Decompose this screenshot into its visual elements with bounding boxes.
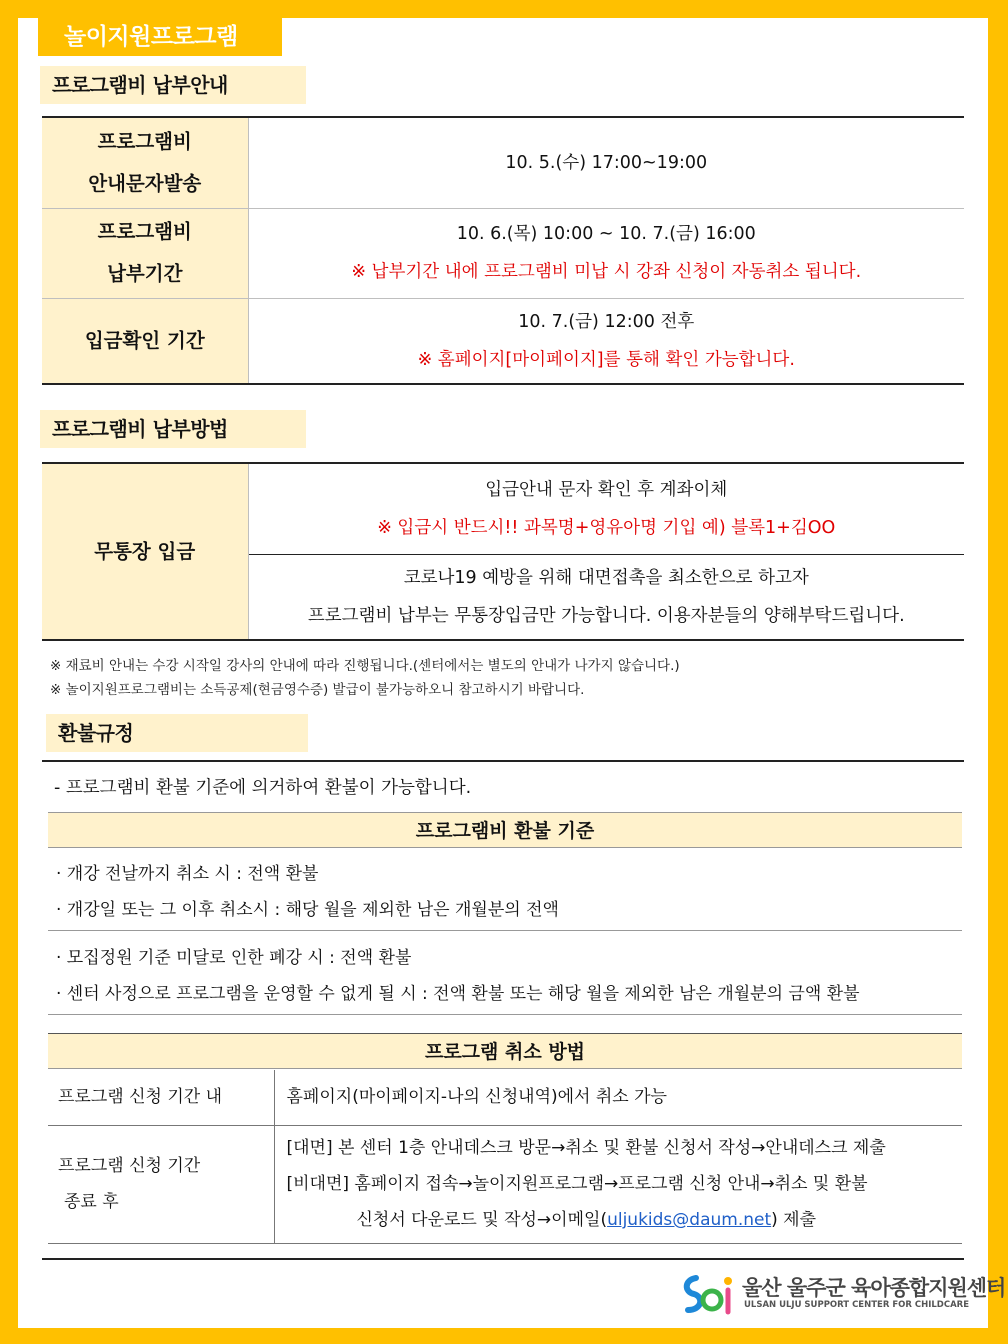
table-row — [48, 1070, 962, 1125]
deposit-check-value: 10. 7.(금) 12:00 전후 ※ 홈페이지[마이페이지]를 통해 확인 가능합니다. — [248, 298, 964, 384]
payment-period-value: 10. 6.(목) 10:00 ~ 10. 7.(금) 16:00 ※ 납부기간 내에 프로그램비 미납 시 강좌 신청이 자동취소 됩니다. — [248, 208, 964, 298]
payment-method-table — [42, 462, 964, 641]
refund-intro: - 프로그램비 환불 기준에 의거하여 환불이 가능합니다. — [54, 778, 472, 798]
cancel-row-label: 프로그램 신청 기간 내 — [48, 1070, 274, 1125]
list-item: · 모집정원 기준 미달로 인한 폐강 시 : 전액 환불 — [56, 948, 412, 968]
table-row — [48, 1125, 962, 1243]
document-page — [18, 18, 1006, 1328]
refund-group-1 — [48, 856, 962, 928]
covid-notice: 코로나19 예방을 위해 대면접촉을 최소한으로 하고자 프로그램비 납부는 무통장입금만 가능합니다. 이용자분들의 양해부탁드립니다. — [248, 554, 964, 640]
divider — [48, 1014, 962, 1015]
table-row — [42, 298, 964, 384]
divider — [48, 930, 962, 931]
list-item: · 개강 전날까지 취소 시 : 전액 환불 — [56, 864, 319, 884]
note-materials: ※ 재료비 안내는 수강 시작일 강사의 안내에 따라 진행됩니다.(센터에서는 별도의 안내가 나가지 않습니다.) — [50, 658, 680, 674]
payment-info-table — [42, 116, 964, 385]
email-link[interactable]: uljukids@daum.net — [607, 1210, 772, 1230]
payment-info-heading: 프로그램비 납부안내 — [40, 66, 306, 104]
payment-period-warning: ※ 납부기간 내에 프로그램비 미납 시 강좌 신청이 자동취소 됩니다. — [351, 262, 862, 282]
transfer-warning: ※ 입금시 반드시!! 과목명+영유아명 기입 예) 블록1+김OO — [377, 517, 836, 538]
notes — [50, 654, 680, 702]
logo-subtitle: ULSAN ULJU SUPPORT CENTER FOR CHILDCARE — [744, 1300, 970, 1310]
payment-method-heading: 프로그램비 납부방법 — [40, 410, 306, 448]
note-tax: ※ 놀이지원프로그램비는 소득공제(현금영수증) 발급이 불가능하오니 참고하시기 바랍니다. — [50, 682, 585, 698]
center-logo — [678, 1270, 1006, 1320]
cancel-method-title: 프로그램 취소 방법 — [48, 1033, 962, 1069]
row-label: 프로그램비 안내문자발송 — [42, 117, 248, 208]
refund-criteria-title: 프로그램비 환불 기준 — [48, 812, 962, 848]
payment-method-label: 무통장 입금 — [42, 463, 248, 640]
table-row — [42, 463, 964, 554]
cancel-row-value: [대면] 본 센터 1층 안내데스크 방문→취소 및 환불 신청서 작성→안내데스크 제출 [비대면] 홈페이지 접속→놀이지원프로그램→프로그램 신청 안내→취소 및 환불 신청서 다운로드 및 작성→이메일(uljukids@daum.net) 제출 — [274, 1125, 962, 1243]
transfer-info: 입금안내 문자 확인 후 계좌이체 ※ 입금시 반드시!! 과목명+영유아명 기입 예) 블록1+김OO — [248, 463, 964, 554]
cancel-method-table — [48, 1070, 962, 1244]
refund-group-2 — [48, 940, 962, 1012]
list-item: · 개강일 또는 그 이후 취소시 : 해당 월을 제외한 남은 개월분의 전액 — [56, 900, 559, 920]
refund-heading: 환불규정 — [46, 714, 308, 752]
cancel-row-value: 홈페이지(마이페이지-나의 신청내역)에서 취소 가능 — [274, 1070, 962, 1125]
page-title: 놀이지원프로그램 — [38, 18, 282, 56]
logo-name: 울산 울주군 육아종합지원센터 — [742, 1276, 1006, 1300]
list-item: · 센터 사정으로 프로그램을 운영할 수 없게 될 시 : 전액 환불 또는 해당 월을 제외한 남은 개월분의 금액 환불 — [56, 984, 860, 1004]
row-label: 프로그램비 납부기간 — [42, 208, 248, 298]
table-row — [42, 117, 964, 208]
divider — [42, 1258, 964, 1260]
cancel-row-label: 프로그램 신청 기간 종료 후 — [48, 1125, 274, 1243]
table-row — [42, 208, 964, 298]
row-label: 입금확인 기간 — [42, 298, 248, 384]
send-time-value: 10. 5.(수) 17:00~19:00 — [248, 117, 964, 208]
divider — [42, 760, 964, 762]
deposit-check-note: ※ 홈페이지[마이페이지]를 통해 확인 가능합니다. — [417, 349, 795, 370]
logo-icon — [678, 1270, 738, 1320]
